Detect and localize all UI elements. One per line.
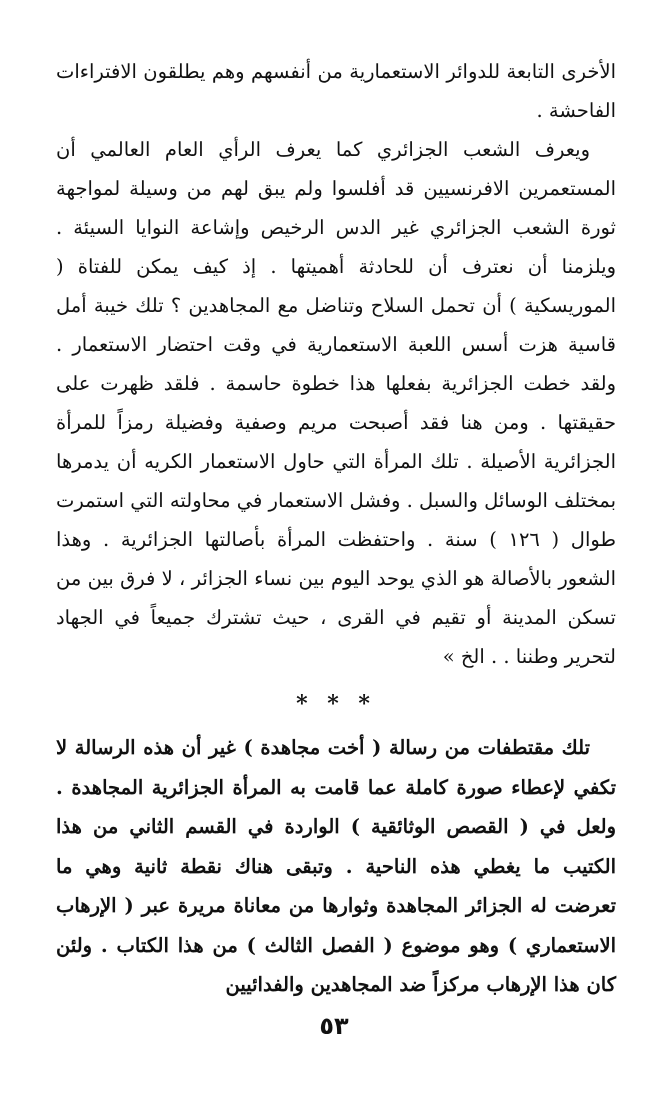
paragraph-continuation: الأخرى التابعة للدوائر الاستعمارية من أنفسهم وهم يطلقون الافتراءات الفاحشة . bbox=[56, 60, 616, 122]
paragraph-bold: تلك مقتطفات من رسالة ( أخت مجاهدة ) غير أن هذه الرسالة لا تكفي لإعطاء صورة كاملة عما قامت به المرأة الجزائرية المجاهدة . ولعل في ( القصص الوثائقية ) الواردة في القسم الثاني من هذا الكتيب ما يغطي هذه الناحية . وتبقى هناك نقطة ثانية وهي ما تعرضت له الجزائر المجاهدة وثوارها من معاناة مريرة عبر ( الإرهاب الاستعماري ) وهو موضوع ( الفصل الثالث ) من هذا الكتاب . ولئن كان هذا الإرهاب مركزاً ضد المجاهدين والفدائيين bbox=[56, 736, 616, 996]
paragraph-main: ويعرف الشعب الجزائري كما يعرف الرأي العام العالمي أن المستعمرين الافرنسيين قد أفلسوا ولم يبق لهم من وسيلة لمواجهة ثورة الشعب الجزائري غير الدس الرخيص وإشاعة النوايا السيئة . ويلزمنا أن نعترف أن للحادثة أهميتها . إذ كيف يمكن للفتاة ( الموريسكية ) أن تحمل السلاح وتناضل مع المجاهدين ؟ تلك خيبة أمل قاسية هزت أسس اللعبة الاستعمارية في وقت احتضار الاستعمار . ولقد خطت الجزائرية بفعلها هذا خطوة حاسمة . فلقد ظهرت على حقيقتها . ومن هنا فقد أصبحت مريم وصفية وفضيلة رمزاً للمرأة الجزائرية الأصيلة . تلك المرأة التي حاول الاستعمار الكريه أن يدمرها بمختلف الوسائل والسبل . وفشل الاستعمار في محاولته التي استمرت طوال ( ١٢٦ ) سنة . واحتفظت المرأة بأصالتها الجزائرية . وهذا الشعور بالأصالة هو الذي يوحد اليوم بين نساء الجزائر ، لا فرق بين من تسكن المدينة أو تقيم في القرى ، حيث تشترك جميعاً في الجهاد لتحرير وطننا . . الخ » bbox=[55, 138, 616, 668]
section-separator: * * * bbox=[296, 691, 376, 717]
page-number: ٥٣ bbox=[319, 1012, 349, 1040]
page-body bbox=[56, 52, 616, 1005]
